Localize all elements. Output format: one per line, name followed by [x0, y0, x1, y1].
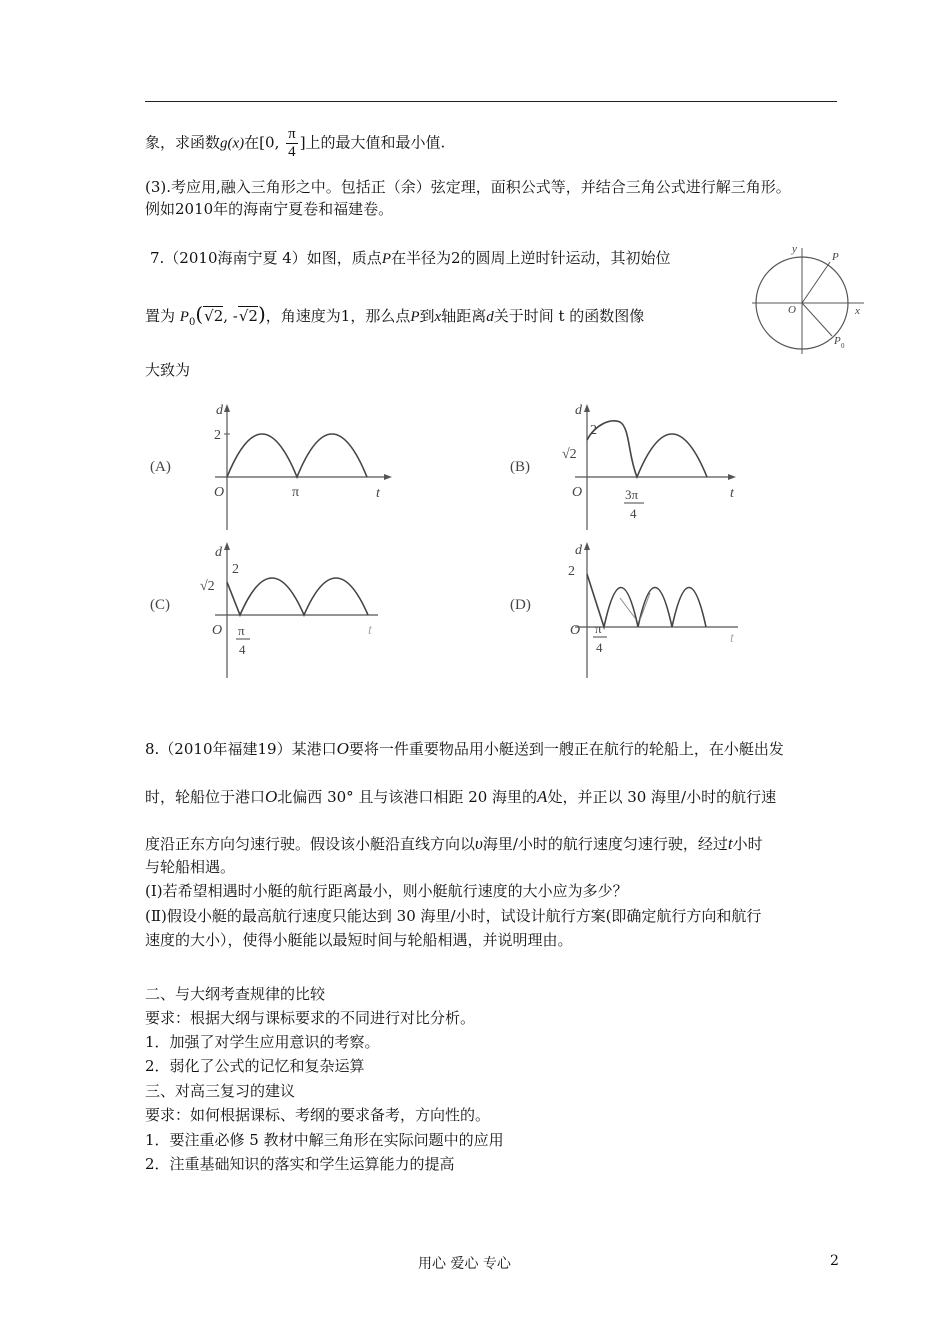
- option-label-C: (C): [150, 597, 170, 613]
- q8-line-1: [145, 738, 784, 760]
- text: , -: [223, 307, 238, 325]
- section-2-requirement: 要求：根据大纲与课标要求的不同进行对比分析。: [145, 1009, 476, 1027]
- text: 轴距离: [441, 307, 487, 325]
- p-label: P: [832, 251, 839, 263]
- x-tick-num: π: [595, 621, 602, 636]
- d-label: d: [575, 403, 582, 418]
- graph-A: [140, 400, 400, 532]
- curve: [587, 421, 707, 477]
- q7-line-2: [145, 303, 644, 334]
- text: 处，并正以 30 海里/小时的航行速: [547, 788, 777, 806]
- y-tick-sqrt2: √2: [200, 579, 215, 594]
- y-tick-label: 2: [232, 562, 239, 577]
- footer-motto: 用心 爱心 专心: [418, 1256, 511, 1272]
- graph-C: [140, 538, 400, 680]
- curve: [227, 578, 368, 615]
- math-d: d: [486, 309, 494, 325]
- origin-label: O: [572, 485, 583, 500]
- x-tick-den: 4: [239, 642, 246, 657]
- text: 置为: [145, 307, 176, 325]
- y-tick-label: 2: [568, 564, 575, 579]
- text-line-2: (3).考应用,融入三角形之中。包括正（余）弦定理，面积公式等，并结合三角公式进行解三角形。: [145, 178, 791, 196]
- math-O: O: [336, 739, 349, 758]
- origin-label: O: [214, 485, 225, 500]
- text: 海里/小时的航行速度匀速行驶，经过: [482, 835, 728, 853]
- text-line-3: 例如2010年的海南宁夏卷和福建卷。: [145, 200, 394, 218]
- fraction-denominator: 4: [288, 144, 296, 160]
- math-A: A: [537, 787, 548, 806]
- text: 要将一件重要物品用小艇送到一艘正在航行的轮船上，在小艇出发: [348, 740, 784, 758]
- graph-B: [500, 400, 760, 532]
- section-2-item-2: 2．弱化了公式的记忆和复杂运算: [145, 1057, 365, 1075]
- section-3-item-2: 2．注重基础知识的落实和学生运算能力的提高: [145, 1155, 455, 1173]
- math-P: P: [410, 309, 420, 325]
- unit-circle-figure: [752, 240, 870, 358]
- p0-label: P: [834, 335, 841, 347]
- y-label: y: [792, 243, 797, 255]
- q8-part-II-1: (Ⅱ)假设小艇的最高航行速度只能达到 30 海里/小时，试设计航行方案(即确定航行方向和航行: [145, 907, 762, 925]
- d-axis-arrow: [224, 542, 230, 550]
- d-label: d: [215, 545, 222, 560]
- x-tick-den: 4: [596, 640, 603, 655]
- fraction-numerator: π: [288, 126, 296, 142]
- t-label: t: [730, 631, 734, 646]
- sqrt-2: √2: [204, 307, 224, 325]
- t-axis-arrow: [728, 474, 736, 480]
- q8-line-2: [145, 786, 776, 808]
- origin-label: O: [788, 304, 796, 316]
- x-tick-den: 4: [630, 506, 637, 521]
- radius-P: [802, 262, 830, 303]
- q7-line-1: [150, 247, 671, 270]
- d-axis-arrow: [584, 542, 590, 550]
- text: 小时: [732, 835, 763, 853]
- d-axis-arrow: [584, 404, 590, 412]
- y-tick-sqrt2: √2: [562, 447, 577, 462]
- t-axis-arrow: [384, 474, 392, 480]
- text-line-1: [145, 126, 445, 161]
- text: 在半径为2的圆周上逆时针运动，其初始位: [390, 249, 671, 267]
- origin-label: O: [570, 623, 581, 638]
- page-number: 2: [830, 1253, 839, 1269]
- x-label: x: [855, 305, 860, 317]
- math-g: g: [220, 135, 228, 152]
- section-2-title: 二、与大纲考查规律的比较: [145, 985, 326, 1003]
- q8-part-II-2: 速度的大小），使得小艇能以最短时间与轮船相遇，并说明理由。: [145, 931, 573, 949]
- origin-label: O: [212, 623, 223, 638]
- section-3-item-1: 1．要注重必修 5 教材中解三角形在实际问题中的应用: [145, 1131, 504, 1149]
- text: 7.（2010海南宁夏 4）如图，质点: [150, 249, 382, 267]
- header-rule: [145, 101, 837, 102]
- math-t: t: [727, 834, 733, 853]
- math-x: (x): [227, 135, 245, 152]
- option-label-D: (D): [510, 597, 531, 613]
- curve: [587, 574, 706, 627]
- math-O: O: [265, 787, 278, 806]
- text: 象，求函数: [145, 133, 221, 152]
- text: ，角速度为1，那么点: [265, 307, 411, 325]
- math-x: x: [434, 309, 442, 325]
- graph-D: [500, 538, 760, 680]
- paren: ): [257, 302, 266, 326]
- math-P: P: [381, 251, 391, 267]
- q8-line-3: [145, 833, 763, 855]
- text: 关于时间 t 的函数图像: [493, 307, 645, 325]
- section-3-requirement: 要求：如何根据课标、考纲的要求备考，方向性的。: [145, 1106, 491, 1124]
- text: ]上的最大值和最小值.: [299, 133, 446, 152]
- option-label-A: (A): [150, 459, 171, 475]
- y-tick-label: 2: [214, 428, 221, 443]
- q8-part-I: (Ⅰ)若希望相遇时小艇的航行距离最小，则小艇航行速度的大小应为多少？: [145, 882, 628, 900]
- x-tick-num: π: [238, 623, 245, 638]
- text: 北偏西 30° 且与该港口相距 20 海里的: [277, 788, 538, 806]
- curve: [227, 434, 367, 477]
- section-3-title: 三、对高三复习的建议: [145, 1082, 296, 1100]
- text: 时，轮船位于港口: [145, 788, 266, 806]
- q8-line-4: 与轮船相遇。: [145, 858, 236, 876]
- t-label: t: [376, 486, 380, 501]
- subscript: 0: [188, 317, 196, 328]
- d-label: d: [216, 403, 223, 418]
- math-v: υ: [475, 834, 483, 853]
- section-2-item-1: 1．加强了对学生应用意识的考察。: [145, 1033, 380, 1051]
- y-tick-label: 2: [590, 423, 597, 438]
- p0-subscript: 0: [841, 342, 845, 350]
- sqrt-2: √2: [238, 307, 258, 325]
- option-label-B: (B): [510, 459, 530, 475]
- fraction-pi-over-4: [286, 126, 298, 161]
- q7-line-3: 大致为: [145, 361, 191, 379]
- t-label: t: [730, 486, 734, 501]
- d-axis-arrow: [224, 404, 230, 412]
- t-label: t: [368, 623, 372, 638]
- text: 到: [419, 307, 435, 325]
- paren: (: [195, 302, 204, 326]
- math-P0: P: [179, 309, 189, 325]
- text: 8.（2010年福建19）某港口: [145, 740, 337, 758]
- x-tick-label: π: [292, 485, 300, 500]
- text: 在[0,: [244, 133, 280, 152]
- x-tick-num: 3π: [625, 487, 639, 502]
- radius-P0: [802, 303, 832, 336]
- text: 度沿正东方向匀速行驶。假设该小艇沿直线方向以: [145, 835, 476, 853]
- d-label: d: [575, 543, 582, 558]
